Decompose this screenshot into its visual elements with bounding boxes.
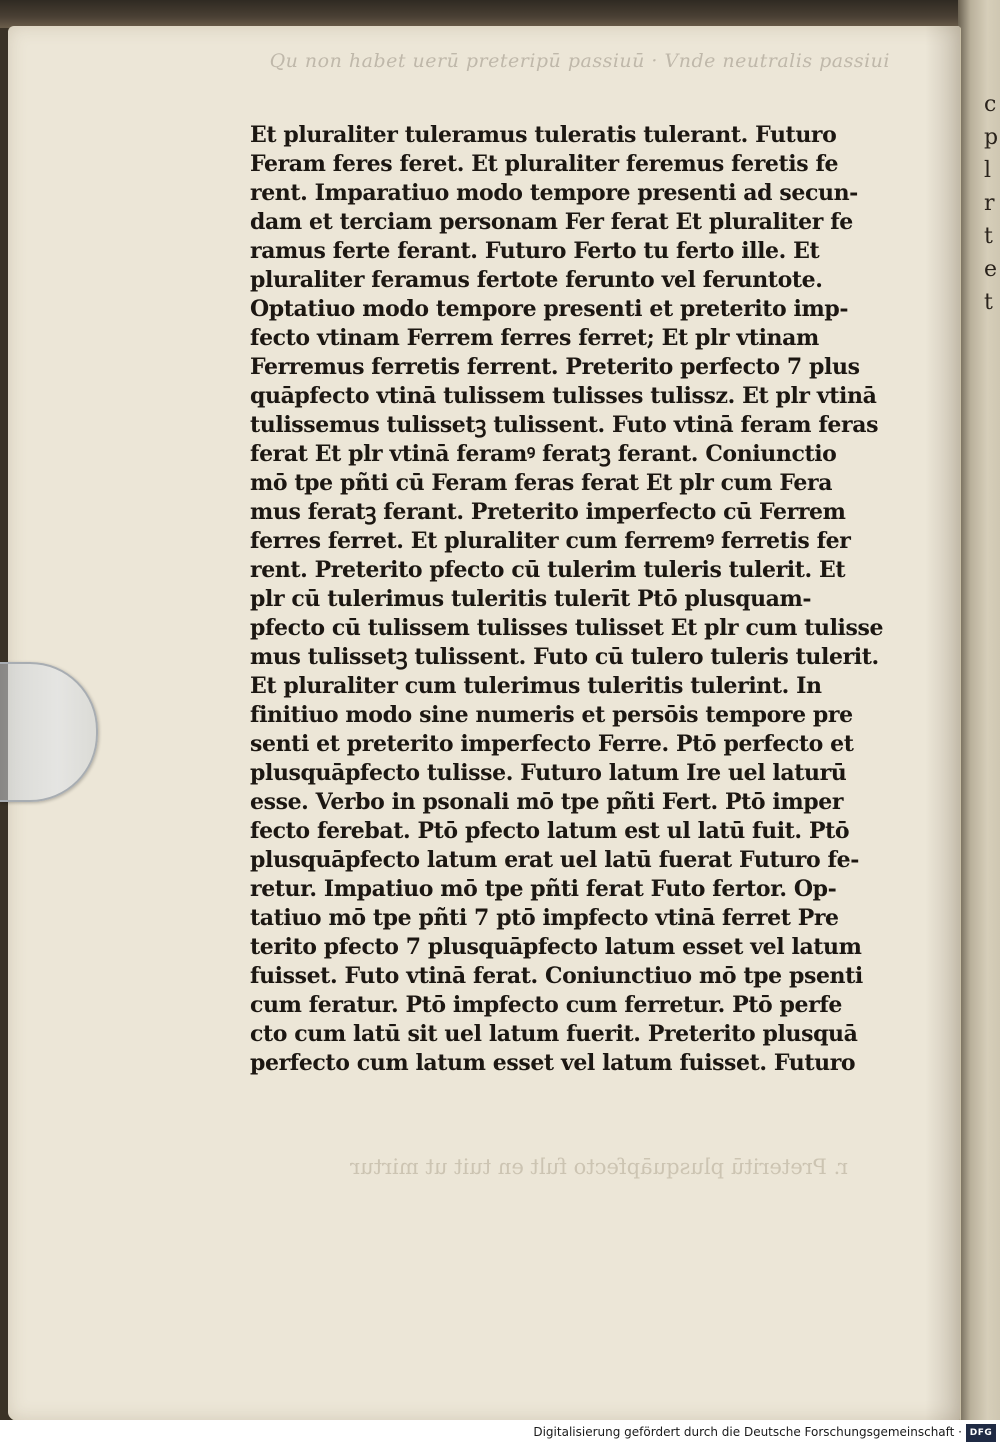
dfg-logo-icon: DFG <box>966 1424 996 1442</box>
text-line: terito pfecto 7 plusquāpfecto latum esset vel latum <box>250 934 862 960</box>
text-line: dam et terciam personam Fer ferat Et pluraliter fe <box>250 209 853 235</box>
text-line: pfecto cū tulissem tulisses tulisset Et plr cum tulisse <box>250 615 884 641</box>
text-line: tatiuo mō tpe pñti 7 ptō impfecto vtinā ferret Pre <box>250 905 839 931</box>
funding-credit: Digitalisierung gefördert durch die Deutsche Forschungsgemeinschaft · <box>533 1425 962 1439</box>
text-line: Et pluraliter tuleramus tuleratis tulerant. Futuro <box>250 122 837 148</box>
text-line: rent. Preterito pfecto cū tulerim tuleris tulerit. Et <box>250 557 846 583</box>
text-line: Et pluraliter cum tulerimus tuleritis tulerint. In <box>250 673 822 699</box>
text-line: quāpfecto vtinā tulissem tulisses tulissz. Et plr vtinā <box>250 383 877 409</box>
text-line: cum feratur. Ptō impfecto cum ferretur. Ptō perfe <box>250 992 842 1018</box>
bleed-through-text: r. Preteritū plusquāpfecto fult en tuit ut mirtur <box>350 1155 848 1179</box>
text-line: Ferremus ferretis ferrent. Preterito perfecto 7 plus <box>250 354 860 380</box>
text-line: plusquāpfecto latum erat uel latū fuerat Futuro fe- <box>250 847 859 873</box>
footer-bar <box>0 1420 1000 1448</box>
text-line: senti et preterito imperfecto Ferre. Ptō perfecto et <box>250 731 854 757</box>
text-line: rent. Imparatiuo modo tempore presenti ad secun- <box>250 180 858 206</box>
text-line: mus tulissetꝫ tulissent. Futo cū tulero tuleris tulerit. <box>250 644 879 670</box>
text-line: plusquāpfecto tulisse. Futuro latum Ire uel laturū <box>250 760 847 786</box>
text-line: perfecto cum latum esset vel latum fuisset. Futuro <box>250 1050 856 1076</box>
text-line: fecto ferebat. Ptō pfecto latum est ul latū fuit. Ptō <box>250 818 850 844</box>
text-line: retur. Impatiuo mō tpe pñti ferat Futo fertor. Op- <box>250 876 837 902</box>
gutter-shadow <box>925 26 960 1420</box>
text-line: finitiuo modo sine numeris et persōis tempore pre <box>250 702 853 728</box>
text-line: esse. Verbo in psonali mō tpe pñti Fert. Ptō imper <box>250 789 844 815</box>
text-line: ferat Et plr vtinā feramꝰ feratꝫ ferant. Coniunctio <box>250 441 837 467</box>
facing-page-text: c p l r t e t <box>984 92 999 315</box>
text-line: plr cū tulerimus tuleritis tulerīt Ptō plusquam- <box>250 586 812 612</box>
handwritten-annotation: Qu non habet uerū preteripū passiuū · Vnde neutralis passiui <box>269 50 890 72</box>
text-line: pluraliter feramus fertote ferunto vel feruntote. <box>250 267 823 293</box>
scan-background-top <box>0 0 1000 28</box>
text-line: ferres ferret. Et pluraliter cum ferremꝰ ferretis fer <box>250 528 851 554</box>
text-line: tulissemus tulissetꝫ tulissent. Futo vtinā feram feras <box>250 412 879 438</box>
text-line: Feram feres feret. Et pluraliter feremus feretis fe <box>250 151 839 177</box>
text-line: fecto vtinam Ferrem ferres ferret; Et plr vtinam <box>250 325 819 351</box>
text-line: mus feratꝫ ferant. Preterito imperfecto cū Ferrem <box>250 499 846 525</box>
text-line: fuisset. Futo vtinā ferat. Coniunctiuo mō tpe psenti <box>250 963 863 989</box>
text-line: cto cum latū sit uel latum fuerit. Preterito plusquā <box>250 1021 858 1047</box>
text-block <box>250 121 900 1078</box>
text-line: Optatiuo modo tempore presenti et preterito imp- <box>250 296 849 322</box>
text-line: mō tpe pñti cū Feram feras ferat Et plr cum Fera <box>250 470 833 496</box>
text-line: ramus ferte ferant. Futuro Ferto tu ferto ille. Et <box>250 238 820 264</box>
